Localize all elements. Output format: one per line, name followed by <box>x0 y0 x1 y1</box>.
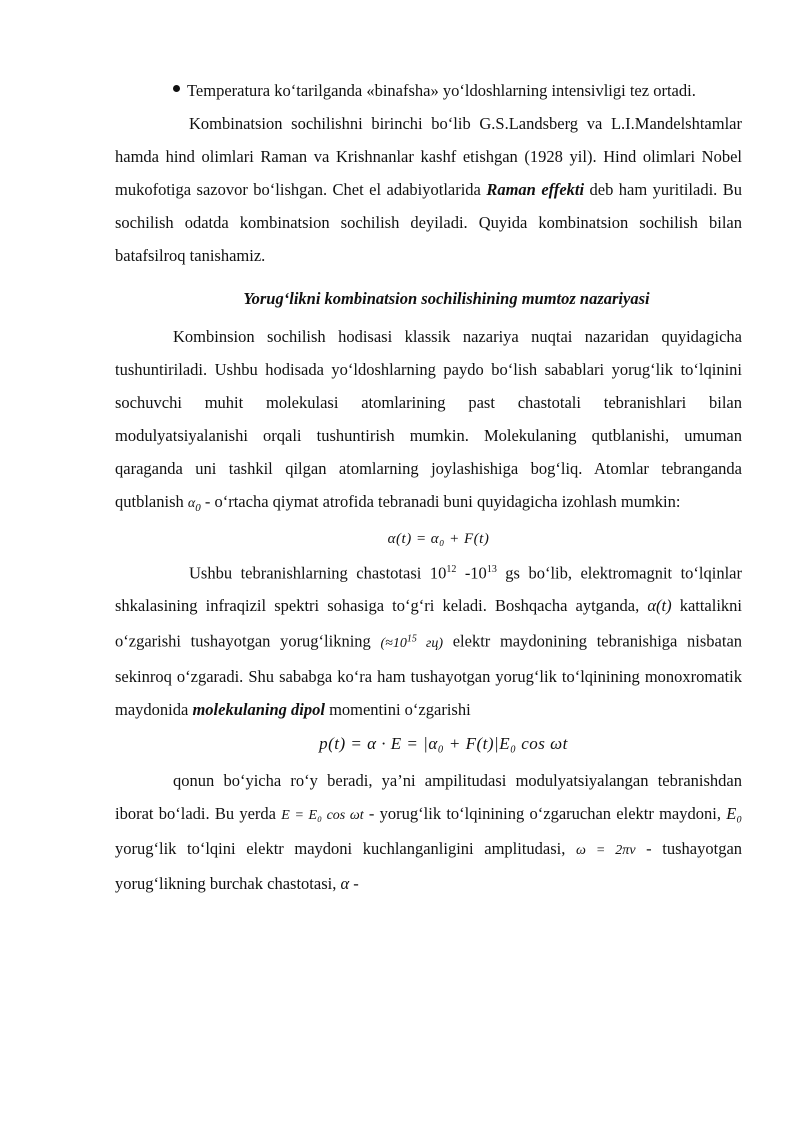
frequency-text-e: elektr maydonining tebranishiga nisbatan sekinroq o‘zgaradi. Shu sababga ko‘ra ham tushayotgan yorug‘lik to‘lqinining monoxromatik maydonida <box>115 631 743 719</box>
modulation-text-a: qonun bo‘yicha ro‘y beradi, ya’ni ampilitudasi modulyatsiyalangan tebranishdan iborat bo‘ladi. Bu yerda <box>115 770 742 823</box>
alpha-t-symbol: α(t) <box>647 596 672 616</box>
frequency-text-c: gs bo‘lib, elektromagnit to‘lqinlar shkalasining infraqizil spektri sohasiga to‘g‘ri keladi. Boshqacha aytganda, <box>115 563 742 616</box>
bullet-paragraph <box>115 74 742 107</box>
formula-dipole-moment: p(t) = α · E = |α₀ + F(t)|E₀ cos ωt <box>319 733 568 753</box>
exp-12: 12 <box>446 563 457 575</box>
dipole-emphasis: molekulaning dipol <box>192 699 325 719</box>
frequency-text-a: Ushbu tebranishlarning chastotasi 10 <box>189 563 447 583</box>
modulation-text-e: - <box>353 873 359 893</box>
paragraph-theory <box>115 320 742 525</box>
document-body <box>115 74 742 900</box>
paragraph-discovery <box>115 107 742 272</box>
modulation-text-d: - tushayotgan yorug‘likning burchak chastotasi, <box>115 838 743 893</box>
alpha-zero-symbol: $\alpha_0$ <box>187 496 201 514</box>
paragraph-theory-text: Kombinsion sochilish hodisasi klassik nazariya nuqtai nazaridan quyidagicha tushuntiriladi. Ushbu hodisada yo‘ldoshlarning paydo bo‘lish sabablari yorug‘lik to‘lqinini sochuvchi muhit molekulasi atomlarining past chastotali tebranishlari bilan modulyatsiyalanishi orqali tushuntirish mumkin. Molekulaning qutblanishi, umuman qaraganda uni tashkil qilgan atomlarning joylashishiga bog‘liq. Atomlar tebranganda qutblanish <box>115 327 742 511</box>
frequency-text-d: kattalikni o‘zgarishi tushayotgan yorug‘likning <box>115 596 743 651</box>
omega-formula: ω = 2πν <box>576 842 636 858</box>
bullet-text: Temperatura ko‘tarilganda «binafsha» yo‘ldoshlarning intensivligi tez ortadi. <box>187 81 696 100</box>
raman-effect-emphasis: Raman effekti <box>486 180 585 199</box>
light-frequency-formula: ($\approx 10^{15}$ гц) <box>380 633 444 651</box>
paragraph-theory-after: - o‘rtacha qiymat atrofida tebranadi buni quyidagicha izohlash mumkin: <box>204 492 681 511</box>
exp-13: 13 <box>486 563 497 575</box>
modulation-text-b: - yorug‘lik to‘lqinining o‘zgaruchan elektr maydoni, <box>368 803 721 823</box>
bullet-icon <box>173 85 180 92</box>
frequency-text-f: momentini o‘zgarishi <box>329 699 471 719</box>
paragraph-modulation <box>115 764 742 900</box>
paragraph-frequency <box>115 553 742 726</box>
paragraph-discovery-text: Kombinatsion sochilishni birinchi bo‘lib G.S.Landsberg va L.I.Mandelshtamlar hamda hind olimlari Raman va Krishnanlar kashf etishgan (1928 yil). Hind olimlari Nobel mukofotiga sazovor bo‘lishgan. Chet el adabiyotlarida <box>115 114 742 199</box>
section-heading: Yorug‘likni kombinatsion sochilishining mumtoz nazariyasi <box>243 289 650 308</box>
e0-symbol: E₀ <box>726 803 743 823</box>
paragraph-discovery-after: deb ham yuritiladi. Bu sochilish odatda kombinatsion sochilish deyiladi. Quyida kombinatsion sochilish bilan batafsilroq tanishamiz. <box>115 180 742 265</box>
modulation-text-c: yorug‘lik to‘lqini elektr maydoni kuchlanganligini amplitudasi, <box>115 838 566 858</box>
formula-polarizability: α(t) = α₀ + F(t) <box>387 530 490 547</box>
alpha-symbol: α <box>340 873 350 893</box>
field-formula: E = E₀ cos ωt <box>281 807 364 823</box>
frequency-text-b: -10 <box>456 563 487 583</box>
